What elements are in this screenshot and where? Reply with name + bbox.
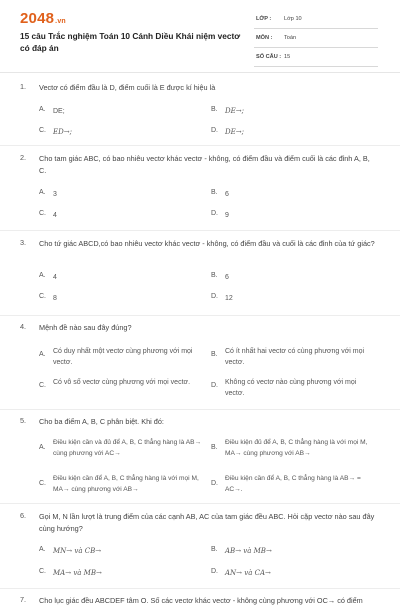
question-text: Gọi M, N lần lượt là trung điểm của các cạnh AB, AC của tam giác đều ABC. Hỏi cặp vectơ nào sau đây cùng hướng? [39, 512, 375, 533]
quiz-meta [254, 12, 378, 69]
question-number: 1. [20, 82, 27, 91]
question-number: 7. [20, 595, 27, 604]
question-separator [0, 409, 400, 410]
meta-row-class [254, 12, 378, 29]
question-separator [0, 145, 400, 146]
question-text: Cho ba điểm A, B, C phân biệt. Khi đó: [39, 417, 164, 426]
meta-row-count [254, 50, 378, 67]
question-7 [20, 595, 382, 607]
meta-label: MÔN : [256, 35, 273, 41]
question-text: Cho lục giác đều ABCDEF tâm O. Số các vectơ khác vectơ - không cùng phương với OC→ có điểm [39, 596, 363, 605]
question-6: 6. Gọi M, N lần lượt là trung điểm của các cạnh AB, AC của tam giác đều ABC. Hỏi cặp vectơ nào sau đây cùng hướng? A. MN→ và CB→ B. AB→ và MB→ C. MA→ và MB→ D. AN→ và CA→ [20, 511, 382, 587]
meta-label: SỐ CÂU : [256, 54, 282, 60]
question-text: Cho tam giác ABC, có bao nhiêu vectơ khác vectơ - không, có điểm đầu và điểm cuối là các đỉnh A, B, C. [39, 154, 370, 175]
question-number: 3. [20, 238, 27, 247]
question-separator [0, 503, 400, 504]
question-number: 4. [20, 322, 27, 331]
question-separator [0, 315, 400, 316]
meta-label: LỚP : [256, 16, 272, 22]
meta-row-subject [254, 31, 378, 48]
meta-value: 15 [284, 54, 291, 60]
question-3: 3. Cho tứ giác ABCD,có bao nhiêu vectơ khác vectơ - không, có điểm đầu và cuối là các đỉnh của tứ giác? A. 4 B. 6 C. 8 D. 12 [20, 238, 382, 310]
page-header [0, 0, 400, 68]
quiz-title: 15 câu Trắc nghiệm Toán 10 Cánh Diều Khái niệm vectơ có đáp án [20, 31, 241, 53]
question-separator [0, 230, 400, 231]
header-divider [0, 72, 400, 73]
question-text: Vectơ có điểm đầu là D, điểm cuối là E được kí hiệu là [39, 83, 216, 92]
site-logo[interactable]: 2048.vn [20, 10, 66, 27]
meta-value: Toán [284, 35, 297, 41]
question-5: 5. Cho ba điểm A, B, C phân biệt. Khi đó: A. Điều kiện cần và đủ để A, B, C thẳng hàng là AB→ cùng phương với AC→ B. Điều kiện đủ để A, B, C thẳng hàng là với mọi M, MA→ cùng phương với AB→ C. Điều kiện cần để A, B, C thẳng hàng là với mọi M, MA→ cùng phương với AB→ D. Điều kiện cần để A, B, C thẳng hàng là AB→ = AC→. [20, 416, 382, 504]
question-text: Cho tứ giác ABCD,có bao nhiêu vectơ khác vectơ - không, có điểm đầu và cuối là các đỉnh của tứ giác? [39, 239, 375, 248]
meta-value: Lớp 10 [284, 16, 302, 22]
question-text: Mệnh đề nào sau đây đúng? [39, 323, 132, 332]
question-2: 2. Cho tam giác ABC, có bao nhiêu vectơ khác vectơ - không, có điểm đầu và điểm cuối là các đỉnh A, B, C. A. 3 B. 6 C. 4 D. 9 [20, 153, 382, 225]
question-separator [0, 588, 400, 589]
question-4: 4. Mệnh đề nào sau đây đúng? A. Có duy nhất một vectơ cùng phương với mọi vectơ. B. Có ít nhất hai vectơ có cùng phương với mọi vectơ. C. Có vô số vectơ cùng phương với mọi vectơ. D. Không có vectơ nào cùng phương với mọi vectơ. [20, 322, 382, 407]
question-number: 2. [20, 153, 27, 162]
question-number: 5. [20, 416, 27, 425]
question-1: 1. Vectơ có điểm đầu là D, điểm cuối là E được kí hiệu là A. DE; B. DE→; C. ED→; D. DE→; [20, 82, 382, 142]
question-number: 6. [20, 511, 27, 520]
